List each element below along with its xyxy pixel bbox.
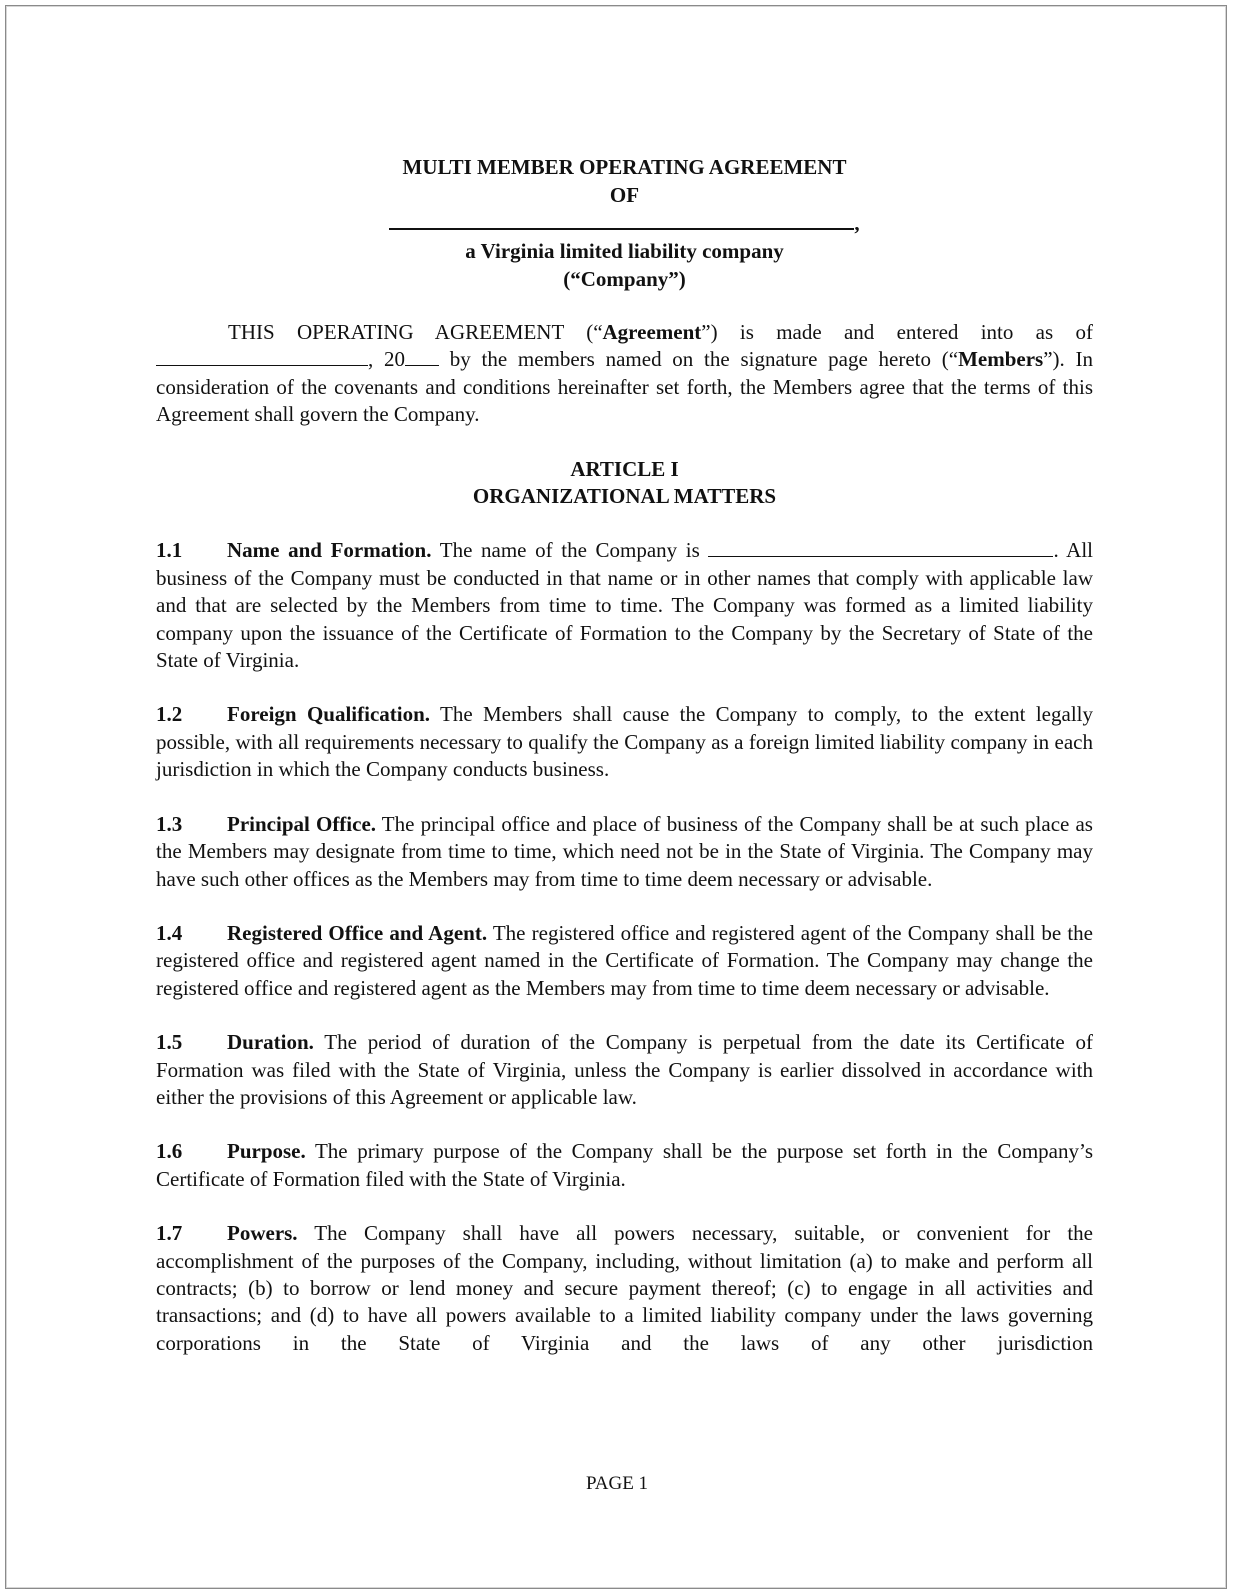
section-1-2: 1.2 Foreign Qualification. The Members shall cause the Company to comply, to the extent legally possible, with all requirements necessary to qualify the Company as a foreign limited liability company in each jurisdiction in which the Company conducts business. [156,702,1093,782]
article-number: ARTICLE I [570,456,679,481]
section-heading: Name and Formation. [227,538,432,563]
members-term: Members [958,347,1044,372]
article-title: ORGANIZATIONAL MATTERS [472,484,777,509]
section-1-4: 1.4 Registered Office and Agent. The registered office and registered agent of the Company shall be the registered office and registered agent named in the Certificate of Formation. The Company may change the registered office and registered agent as the Members may from time to time deem necessary or advisable. [156,920,1093,1000]
section-1-7: 1.7 Powers. The Company shall have all powers necessary, suitable, or convenient for the accomplishment of the purposes of the Company, including, without limitation (a) to make and perform all contracts; (b) to borrow or lend money and secure payment thereof; (c) to engage in all activities and transactions; and (d) to have all powers available to a limited liability company under the laws governing corporations in the State of Virginia and the laws of any other jurisdiction [156,1221,1093,1355]
document-subtitle: a Virginia limited liability company [465,239,784,263]
section-number: 1.3 [156,811,183,836]
section-number: 1.1 [156,538,183,563]
document-title-of: OF [609,183,640,207]
section-number: 1.5 [156,1030,183,1055]
company-definition: (“Company”) [563,267,686,291]
document-page [5,5,1227,1589]
document-title: MULTI MEMBER OPERATING AGREEMENT [402,155,847,179]
date-blank [156,351,368,366]
title-block [156,153,1093,293]
section-number: 1.6 [156,1139,183,1164]
section-1-3: 1.3 Principal Office. The principal office and place of business of the Company shall be at such place as the Members may designate from time to time, which need not be in the State of Virginia. The Company may have such other offices as the Members may from time to time deem necessary or advisable. [156,811,1093,891]
section-1-5: 1.5 Duration. The period of duration of the Company is perpetual from the date its Certificate of Formation was filed with the State of Virginia, unless the Company is earlier dissolved in accordance with either the provisions of this Agreement or applicable law. [156,1030,1093,1109]
section-heading: Purpose. [227,1139,306,1164]
section-heading: Principal Office. [227,811,377,836]
page-number: PAGE 1 [585,1473,649,1494]
company-name-field-blank [708,542,1053,557]
agreement-term: Agreement [602,320,702,344]
section-heading: Duration. [227,1030,314,1055]
year-blank [405,351,439,366]
document-body [156,153,1093,1357]
company-name-blank-line: , [156,209,1093,237]
company-name-blank [389,214,854,230]
intro-paragraph: THIS OPERATING AGREEMENT (“Agreement”) is made and entered into as of , 20 by the members named on the signature page hereto (“Members”). In consideration of the covenants and conditions hereinafter set forth, the Members agree that the terms of this Agreement shall govern the Company. [156,320,1093,427]
section-number: 1.7 [156,1221,183,1246]
section-1-6: 1.6 Purpose. The primary purpose of the Company shall be the purpose set forth in the Company’s Certificate of Formation filed with the State of Virginia. [156,1139,1093,1191]
section-heading: Foreign Qualification. [227,702,431,727]
section-number: 1.4 [156,920,183,945]
section-heading: Registered Office and Agent. [227,920,488,945]
section-number: 1.2 [156,702,183,727]
section-1-1: 1.1 Name and Formation. The name of the Company is . All business of the Company must be conducted in that name or in other names that comply with applicable law and that are selected by the Members from time to time. The Company was formed as a limited liability company upon the issuance of the Certificate of Formation to the Company by the Secretary of State of the State of Virginia. [156,538,1093,673]
article-heading [156,456,1093,511]
section-heading: Powers. [227,1221,298,1246]
